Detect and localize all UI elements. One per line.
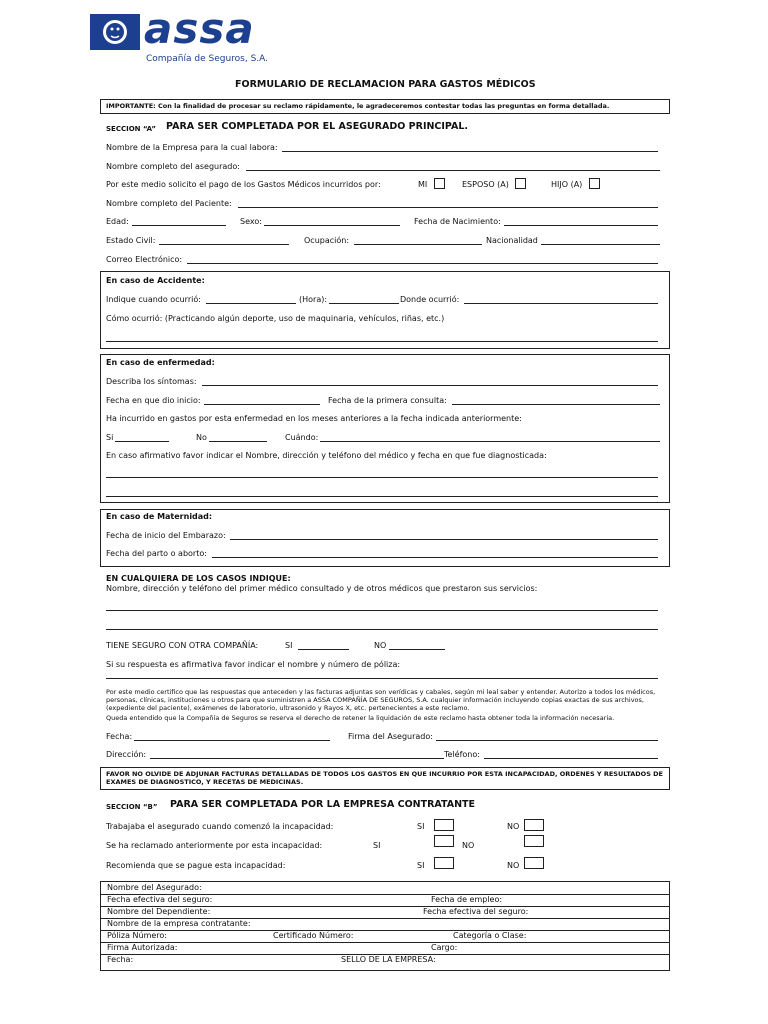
label-q1-si: SI — [417, 822, 425, 831]
cuando-field[interactable] — [320, 441, 660, 442]
nacionalidad-field[interactable] — [541, 244, 660, 245]
label-otro-no: NO — [374, 641, 387, 650]
cell-certificado: Certificado Número: — [273, 931, 354, 940]
sexo-field[interactable] — [264, 225, 400, 226]
label-q3: Recomienda que se pague esta incapacidad: — [106, 861, 286, 870]
cell-poliza: Póliza Número: — [107, 931, 167, 940]
cell-sello: SELLO DE LA EMPRESA: — [341, 955, 436, 964]
edad-field[interactable] — [132, 225, 226, 226]
table-row — [101, 954, 669, 966]
poliza-field[interactable] — [106, 678, 658, 679]
label-civil: Estado Civil: — [106, 236, 156, 245]
certificacion-text-2: Queda entendido que la Compañía de Seguros se reserva el derecho de retener la liquidación de este reclamo hasta obtener toda la información necesaria. — [106, 714, 615, 722]
label-q2: Se ha reclamado anteriormente por esta incapacidad: — [106, 841, 323, 850]
otro-no-field[interactable] — [389, 649, 445, 650]
q2-si-checkbox[interactable] — [434, 835, 454, 847]
label-fecha: Fecha: — [106, 732, 133, 741]
label-sintomas: Describa los síntomas: — [106, 377, 197, 386]
label-hora: (Hora): — [299, 295, 328, 304]
label-q1: Trabajaba el asegurado cuando comenzó la incapacidad: — [106, 822, 334, 831]
label-firma: Firma del Asegurado: — [348, 732, 433, 741]
q1-si-checkbox[interactable] — [434, 819, 454, 831]
donde-field[interactable] — [464, 303, 658, 304]
mi-checkbox[interactable] — [434, 178, 445, 189]
cell-fecha-efectiva-2: Fecha efectiva del seguro: — [423, 907, 529, 916]
nacimiento-field[interactable] — [504, 225, 658, 226]
label-direccion: Dirección: — [106, 750, 147, 759]
label-q3-si: SI — [417, 861, 425, 870]
cuando-ocurrio-field[interactable] — [206, 303, 296, 304]
label-inicio: Fecha en que dio inicio: — [106, 396, 201, 405]
cell-fecha-empleo: Fecha de empleo: — [431, 895, 503, 904]
label-hijo: HIJO (A) — [551, 180, 583, 189]
cell-nombre-dependiente: Nombre del Dependiente: — [107, 907, 211, 916]
label-medico: Nombre, dirección y teléfono del primer médico consultado y de otros médicos que prestaron sus servicios: — [106, 584, 538, 593]
otro-si-field[interactable] — [298, 649, 349, 650]
label-no: No — [196, 433, 207, 442]
label-donde: Donde ocurrió: — [400, 295, 460, 304]
label-q3-no: NO — [507, 861, 520, 870]
label-esposo: ESPOSO (A) — [462, 180, 509, 189]
empresa-table — [100, 881, 670, 971]
cualquiera-title: EN CUALQUIERA DE LOS CASOS INDIQUE: — [106, 574, 291, 583]
label-parto: Fecha del parto o aborto: — [106, 549, 207, 558]
label-poliza: Si su respuesta es afirmativa favor indicar el nombre y número de póliza: — [106, 660, 401, 669]
label-edad: Edad: — [106, 217, 129, 226]
embarazo-field[interactable] — [230, 539, 658, 540]
important-note: IMPORTANTE: Con la finalidad de procesar su reclamo rápidamente, le agradeceremos contestar todas las preguntas en forma detallada. — [106, 102, 610, 110]
afirmativo-field-1[interactable] — [106, 477, 658, 478]
inicio-field[interactable] — [204, 404, 320, 405]
q3-no-checkbox[interactable] — [524, 857, 544, 869]
label-otro-seguro: TIENE SEGURO CON OTRA COMPAÑÍA: — [106, 641, 259, 650]
direccion-field[interactable] — [150, 758, 444, 759]
brand-subtitle: Compañía de Seguros, S.A. — [146, 54, 268, 64]
sintomas-field[interactable] — [202, 385, 658, 386]
fecha-field[interactable] — [134, 740, 330, 741]
si-field[interactable] — [115, 441, 169, 442]
label-primera-consulta: Fecha de la primera consulta: — [328, 396, 447, 405]
q1-no-checkbox[interactable] — [524, 819, 544, 831]
parto-field[interactable] — [212, 557, 658, 558]
afirmativo-field-2[interactable] — [106, 496, 658, 497]
esposo-checkbox[interactable] — [515, 178, 526, 189]
label-asegurado: Nombre completo del asegurado: — [106, 162, 240, 171]
label-q2-no: NO — [462, 841, 475, 850]
cell-cargo: Cargo: — [431, 943, 458, 952]
q2-no-checkbox[interactable] — [524, 835, 544, 847]
primera-consulta-field[interactable] — [452, 404, 660, 405]
section-a-heading: PARA SER COMPLETADA POR EL ASEGURADO PRINCIPAL. — [166, 121, 469, 132]
paciente-field[interactable] — [238, 207, 658, 208]
section-a-tag: SECCION “A” — [106, 125, 157, 133]
lion-emblem-icon — [90, 14, 140, 50]
label-si: Si — [106, 433, 114, 442]
label-otro-si: SI — [285, 641, 293, 650]
cell-nombre-asegurado: Nombre del Asegurado: — [107, 883, 202, 892]
form-title: FORMULARIO DE RECLAMACION PARA GASTOS MÉDICOS — [235, 79, 536, 90]
label-nacimiento: Fecha de Nacimiento: — [414, 217, 501, 226]
accidente-title: En caso de Accidente: — [106, 276, 205, 285]
label-mi: MI — [418, 180, 428, 189]
empresa-field[interactable] — [282, 151, 658, 152]
cell-categoria: Categoría o Clase: — [453, 931, 527, 940]
section-b-heading: PARA SER COMPLETADA POR LA EMPRESA CONTRATANTE — [170, 799, 476, 810]
section-b-tag: SECCION “B” — [106, 803, 158, 811]
label-embarazo: Fecha de inicio del Embarazo: — [106, 531, 226, 540]
como-field[interactable] — [106, 341, 658, 342]
cell-empresa-contratante: Nombre de la empresa contratante: — [107, 919, 251, 928]
label-q1-no: NO — [507, 822, 520, 831]
label-afirmativo: En caso afirmativo favor indicar el Nombre, dirección y teléfono del médico y fecha en que fue diagnosticada: — [106, 451, 547, 460]
certificacion-text: Por este medio certifico que las respuestas que anteceden y las facturas adjuntas son verídicas y cabales, según mi leal saber y entender. Autorizo a todos los médicos, personas, clínicas, instituciones u otros para que suministren a ASSA COMPAÑÍA DE SEGUROS, S.A. cualquier información incluyendo copias exactas de sus archivos, (expediente del paciente), exámenes de laboratorio, ultrasonido y Rayos X, etc. pertenecientes a este reclamo. — [106, 688, 656, 712]
brand-wordmark: assa — [144, 4, 255, 53]
label-telefono: Teléfono: — [444, 750, 480, 759]
maternidad-title: En caso de Maternidad: — [106, 512, 213, 521]
label-cuando-ocurrio: Indique cuando ocurrió: — [106, 295, 201, 304]
label-incurrido: Ha incurrido en gastos por esta enfermedad en los meses anteriores a la fecha indicada anteriormente: — [106, 414, 522, 423]
label-q2-si: SI — [373, 841, 381, 850]
asegurado-field[interactable] — [246, 170, 660, 171]
hijo-checkbox[interactable] — [589, 178, 600, 189]
ocupacion-field[interactable] — [354, 244, 482, 245]
label-cuando: Cuándo: — [285, 433, 319, 442]
cell-fecha: Fecha: — [107, 955, 134, 964]
label-sexo: Sexo: — [240, 217, 262, 226]
label-paciente: Nombre completo del Paciente: — [106, 199, 232, 208]
cell-firma-autorizada: Firma Autorizada: — [107, 943, 178, 952]
label-correo: Correo Electrónico: — [106, 255, 183, 264]
hora-field[interactable] — [329, 303, 399, 304]
favor-note: FAVOR NO OLVIDE DE ADJUNAR FACTURAS DETALLADAS DE TODOS LOS GASTOS EN QUE INCURRIO POR ESTA INCAPACIDAD, ORDENES Y RESULTADOS DE EXAMES DE DIAGNOSTICO, Y RECETAS DE MEDICINAS. — [106, 770, 663, 786]
medico-field-2[interactable] — [106, 629, 658, 630]
enfermedad-title: En caso de enfermedad: — [106, 358, 215, 367]
q3-si-checkbox[interactable] — [434, 857, 454, 869]
cell-fecha-efectiva: Fecha efectiva del seguro: — [107, 895, 213, 904]
telefono-field[interactable] — [484, 758, 658, 759]
medico-field-1[interactable] — [106, 610, 658, 611]
no-field[interactable] — [209, 441, 267, 442]
label-nacionalidad: Nacionalidad — [486, 236, 538, 245]
label-solicito: Por este medio solicito el pago de los Gastos Médicos incurridos por: — [106, 180, 381, 189]
firma-field[interactable] — [436, 740, 658, 741]
logo — [90, 4, 290, 66]
civil-field[interactable] — [159, 244, 289, 245]
label-ocupacion: Ocupación: — [304, 236, 350, 245]
label-como: Cómo ocurrió: (Practicando algún deporte, uso de maquinaria, vehículos, riñas, etc.) — [106, 314, 445, 323]
correo-field[interactable] — [187, 263, 658, 264]
label-empresa: Nombre de la Empresa para la cual labora: — [106, 143, 278, 152]
